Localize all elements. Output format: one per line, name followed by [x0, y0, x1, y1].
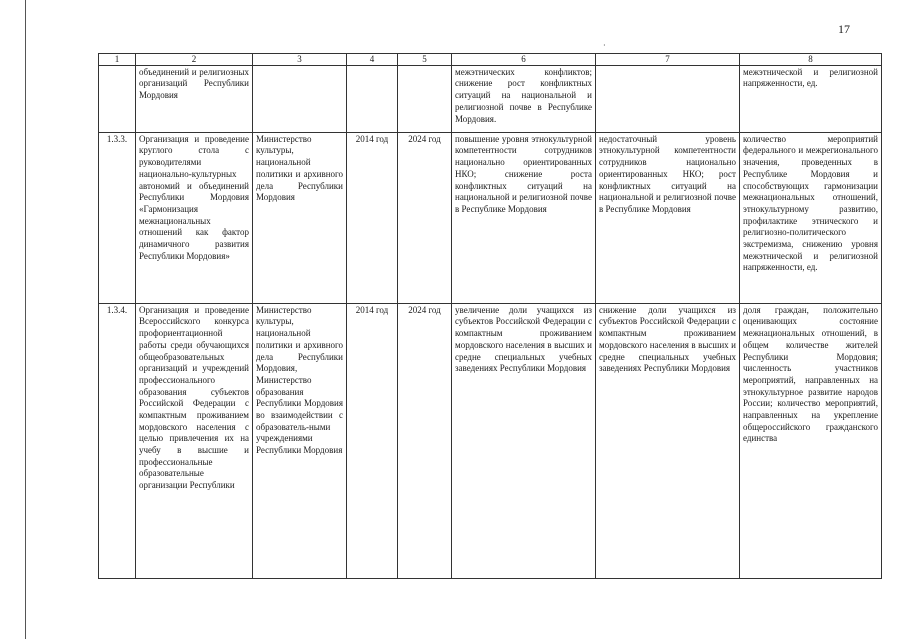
cell-start-year: 2014 год — [347, 303, 398, 578]
cell-indicator: межэтнической и религиозной напряженности, ед. — [740, 65, 882, 132]
column-header-6: 6 — [452, 54, 596, 66]
cell-consequences: снижение доли учащихся из субъектов Российской Федерации с компактным проживанием мордовского населения в высших и средне специальных учебных заведениях Республики Мордовия — [596, 303, 740, 578]
cell-end-year: 2024 год — [398, 132, 452, 303]
cell-start-year: 2014 год — [347, 132, 398, 303]
cell-number: 1.3.3. — [99, 132, 136, 303]
cell-expected-result: повышение уровня этнокультурной компетентности сотрудников национально ориентированных НКО; снижение роста конфликтных ситуаций на национальной и религиозной почве в Республике Мордовия — [452, 132, 596, 303]
cell-expected-result: увеличение доли учащихся из субъектов Российской Федерации с компактным проживанием мордовского населения в высших и средне специальных учебных заведениях Республики Мордовия — [452, 303, 596, 578]
cell-number: 1.3.4. — [99, 303, 136, 578]
column-header-3: 3 — [253, 54, 347, 66]
column-header-2: 2 — [136, 54, 253, 66]
cell-number — [99, 65, 136, 132]
cell-event: Организация и проведение круглого стола с руководителями национально-культурных автономий и объединений Республики Мордовия «Гармонизация межнациональных отношений как фактор динамичного развития Республики Мордовия» — [136, 132, 253, 303]
scan-speck: · — [603, 41, 606, 50]
column-header-7: 7 — [596, 54, 740, 66]
left-margin-line — [25, 0, 26, 639]
cell-indicator: количество мероприятий федерального и межрегионального значения, проведенных в Республике Мордовия и способствующих гармонизации межнациональных отношений, этнокультурному развитию, профилактике этнического и религиозно-политического экстремизма, снижению уровня межэтнической и религиозной напряженности, ед. — [740, 132, 882, 303]
cell-consequences: недостаточный уровень этнокультурной компетентности сотрудников национально ориентированных НКО; рост конфликтных ситуаций на национальной и религиозной почве в Республике Мордовия — [596, 132, 740, 303]
cell-executor — [253, 65, 347, 132]
cell-event: Организация и проведение Всероссийского конкурса профориентационной работы среди обучающихся общеобразовательных организаций и учреждений профессионального образования субъектов Российской Федерации с компактным проживанием мордовского населения с целью привлечения их на учебу в высшие и профессиональные образовательные организации Республики — [136, 303, 253, 578]
table-header-row — [99, 54, 882, 66]
cell-consequences — [596, 65, 740, 132]
column-header-8: 8 — [740, 54, 882, 66]
cell-executor: Министерство культуры, национальной политики и архивного дела Республики Мордовия, Министерство образования Республики Мордовия во взаимодействии с образователь-ными учреждениями Республики Мордовия — [253, 303, 347, 578]
cell-indicator: доля граждан, положительно оценивающих состояние межнациональных отношений, в общем количестве жителей Республики Мордовия; численность участников мероприятий, направленных на этнокультурное развитие народов России; количество мероприятий, направленных на укрепление общероссийского гражданского единства — [740, 303, 882, 578]
cell-start-year — [347, 65, 398, 132]
cell-end-year — [398, 65, 452, 132]
column-header-4: 4 — [347, 54, 398, 66]
column-header-1: 1 — [99, 54, 136, 66]
table-row — [99, 303, 882, 578]
table-row — [99, 132, 882, 303]
table-row — [99, 65, 882, 132]
action-plan-table — [98, 53, 882, 579]
cell-expected-result: межэтнических конфликтов; снижение рост конфликтных ситуаций на национальной и религиозной почве в Республике Мордовия. — [452, 65, 596, 132]
cell-event: объединений и религиозных организаций Республики Мордовия — [136, 65, 253, 132]
page-number: 17 — [838, 22, 850, 36]
column-header-5: 5 — [398, 54, 452, 66]
cell-executor: Министерство культуры, национальной политики и архивного дела Республики Мордовия — [253, 132, 347, 303]
cell-end-year: 2024 год — [398, 303, 452, 578]
